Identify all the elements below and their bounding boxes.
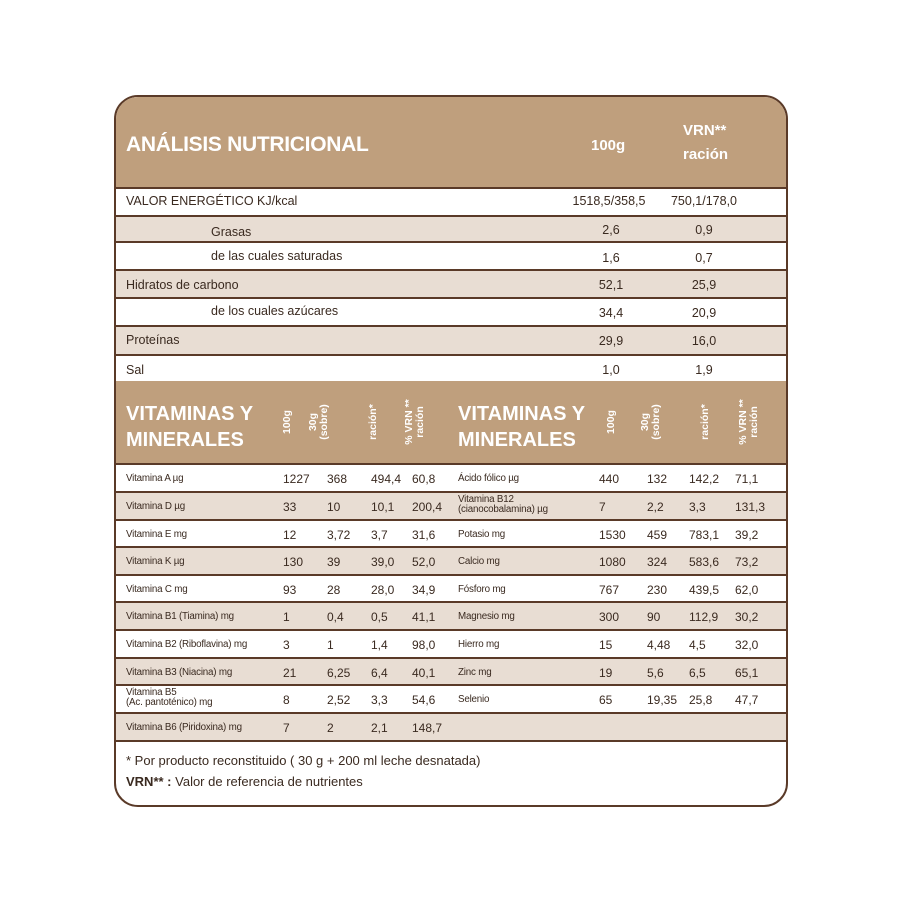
vitamins-title-line2: MINERALES bbox=[458, 429, 576, 451]
value-vrn: 30,2 bbox=[735, 610, 759, 624]
value-100g: 1518,5/358,5 bbox=[572, 194, 646, 208]
vitamin-row bbox=[116, 519, 786, 546]
vitamin-row bbox=[116, 712, 786, 740]
value-racion: 112,9 bbox=[689, 610, 719, 624]
value-100g: 3 bbox=[283, 638, 290, 652]
item-name: Vitamina B6 (Piridoxina) mg bbox=[126, 722, 242, 733]
item-name: Vitamina A µg bbox=[126, 473, 184, 484]
item-name-sub: (Ac. pantoténico) mg bbox=[126, 697, 213, 708]
item-name: Vitamina B1 (Tiamina) mg bbox=[126, 611, 234, 622]
nutrition-row bbox=[116, 269, 786, 297]
value-vrn: 54,6 bbox=[412, 693, 436, 707]
value-100g: 29,9 bbox=[598, 334, 624, 348]
nutrition-panel bbox=[114, 95, 788, 807]
value-30g: 5,6 bbox=[647, 666, 664, 680]
item-name: Vitamina K µg bbox=[126, 556, 185, 567]
value-30g: 2,2 bbox=[647, 500, 664, 514]
value-racion: 3,3 bbox=[371, 693, 388, 707]
value-racion: 0,5 bbox=[371, 610, 388, 624]
vitamin-row bbox=[116, 629, 786, 657]
value-vrn: 47,7 bbox=[735, 693, 759, 707]
value-100g: 1530 bbox=[599, 528, 626, 542]
row-label: de los cuales azúcares bbox=[211, 304, 339, 318]
value-vrn: 750,1/178,0 bbox=[670, 194, 738, 208]
value-100g: 8 bbox=[283, 693, 290, 707]
value-vrn: 20,9 bbox=[691, 306, 717, 320]
value-30g: 459 bbox=[647, 528, 668, 542]
vitamins-header bbox=[116, 381, 786, 463]
value-vrn: 65,1 bbox=[735, 666, 759, 680]
col-30g-label: 30g (sobre) bbox=[639, 404, 662, 440]
vitamins-title-line1: VITAMINAS Y bbox=[126, 403, 254, 425]
item-name: Vitamina D µg bbox=[126, 501, 185, 512]
row-label: Proteínas bbox=[126, 333, 180, 347]
value-racion: 25,8 bbox=[689, 693, 713, 707]
vitamin-row bbox=[116, 574, 786, 601]
value-100g: 33 bbox=[283, 500, 297, 514]
value-100g: 19 bbox=[599, 666, 613, 680]
value-racion: 2,1 bbox=[371, 721, 388, 735]
col-vrn-label: % VRN ** ración bbox=[403, 399, 426, 445]
nutrition-row bbox=[116, 354, 786, 383]
item-name: Magnesio mg bbox=[458, 611, 515, 622]
value-racion: 6,4 bbox=[371, 666, 388, 680]
value-racion: 1,4 bbox=[371, 638, 388, 652]
item-name: Selenio bbox=[458, 694, 490, 705]
col-vrn-header-sub: ración bbox=[683, 146, 729, 163]
value-vrn: 60,8 bbox=[412, 472, 436, 486]
value-vrn: 39,2 bbox=[735, 528, 759, 542]
value-100g: 2,6 bbox=[602, 223, 620, 237]
value-racion: 6,5 bbox=[689, 666, 706, 680]
nutrition-row bbox=[116, 241, 786, 269]
col-racion-label: ración* bbox=[367, 404, 379, 440]
value-racion: 583,6 bbox=[689, 555, 720, 569]
value-vrn: 52,0 bbox=[412, 555, 436, 569]
item-name: Vitamina C mg bbox=[126, 584, 188, 595]
value-vrn: 16,0 bbox=[691, 334, 717, 348]
value-vrn: 40,1 bbox=[412, 666, 436, 680]
row-label: Hidratos de carbono bbox=[126, 278, 239, 292]
col-vrn-label: % VRN ** ración bbox=[737, 399, 760, 445]
value-vrn: 148,7 bbox=[412, 721, 443, 735]
value-100g: 1080 bbox=[599, 555, 626, 569]
value-racion: 494,4 bbox=[371, 472, 402, 486]
value-100g: 65 bbox=[599, 693, 613, 707]
nutrition-title: ANÁLISIS NUTRICIONAL bbox=[126, 133, 369, 156]
value-100g: 1227 bbox=[283, 472, 310, 486]
value-racion: 39,0 bbox=[371, 555, 395, 569]
row-label: VALOR ENERGÉTICO KJ/kcal bbox=[126, 194, 298, 208]
value-vrn: 73,2 bbox=[735, 555, 759, 569]
value-30g: 10 bbox=[327, 500, 341, 514]
col-vrn-header: VRN** bbox=[683, 122, 727, 139]
value-vrn: 1,9 bbox=[695, 363, 713, 377]
item-name: Vitamina B5 bbox=[126, 687, 177, 698]
value-30g: 39 bbox=[327, 555, 341, 569]
value-100g: 34,4 bbox=[598, 306, 624, 320]
value-100g: 300 bbox=[599, 610, 620, 624]
value-100g: 440 bbox=[599, 472, 620, 486]
vitamins-title-line2: MINERALES bbox=[126, 429, 244, 451]
value-racion: 3,7 bbox=[371, 528, 388, 542]
vitamins-title-left bbox=[126, 401, 276, 453]
item-name-sub: (cianocobalamina) µg bbox=[458, 504, 548, 515]
value-vrn: 131,3 bbox=[735, 500, 766, 514]
vitamins-title-line1: VITAMINAS Y bbox=[458, 403, 586, 425]
value-30g: 28 bbox=[327, 583, 341, 597]
col-100g-label: 100g bbox=[281, 410, 293, 434]
vitamin-row bbox=[116, 601, 786, 629]
value-30g: 324 bbox=[647, 555, 668, 569]
row-label: de las cuales saturadas bbox=[211, 249, 343, 263]
value-30g: 2 bbox=[327, 721, 334, 735]
value-30g: 1 bbox=[327, 638, 334, 652]
nutrition-row bbox=[116, 325, 786, 354]
value-30g: 3,72 bbox=[327, 528, 351, 542]
row-label: Sal bbox=[126, 363, 145, 377]
value-vrn: 62,0 bbox=[735, 583, 759, 597]
item-name: Vitamina E mg bbox=[126, 529, 187, 540]
vitamin-row bbox=[116, 463, 786, 491]
value-100g: 767 bbox=[599, 583, 620, 597]
item-name: Hierro mg bbox=[458, 639, 500, 650]
nutrition-row bbox=[116, 187, 786, 215]
item-name: Vitamina B12 bbox=[458, 494, 514, 505]
value-racion: 28,0 bbox=[371, 583, 395, 597]
value-30g: 4,48 bbox=[647, 638, 671, 652]
vitamin-row bbox=[116, 546, 786, 574]
value-100g: 7 bbox=[283, 721, 290, 735]
row-label: Grasas bbox=[211, 225, 252, 239]
footnote-serving: * Por producto reconstituido ( 30 g + 200 ml leche desnatada) bbox=[126, 753, 481, 768]
col-100g-header: 100g bbox=[591, 137, 626, 154]
value-racion: 783,1 bbox=[689, 528, 720, 542]
value-100g: 7 bbox=[599, 500, 606, 514]
nutrition-row bbox=[116, 215, 786, 241]
vitamin-row bbox=[116, 491, 786, 519]
table-bottom-divider bbox=[116, 740, 786, 742]
value-100g: 130 bbox=[283, 555, 304, 569]
col-racion-label: ración* bbox=[699, 404, 711, 440]
value-100g: 15 bbox=[599, 638, 613, 652]
nutrition-row bbox=[116, 297, 786, 325]
col-100g-label: 100g bbox=[605, 410, 617, 434]
value-100g: 93 bbox=[283, 583, 297, 597]
item-name: Fósforo mg bbox=[458, 584, 506, 595]
value-30g: 230 bbox=[647, 583, 668, 597]
value-vrn: 0,9 bbox=[695, 223, 713, 237]
value-100g: 12 bbox=[283, 528, 297, 542]
col-30g-label: 30g (sobre) bbox=[307, 404, 330, 440]
value-racion: 10,1 bbox=[371, 500, 395, 514]
value-100g: 1,6 bbox=[602, 251, 620, 265]
value-30g: 6,25 bbox=[327, 666, 351, 680]
value-30g: 90 bbox=[647, 610, 661, 624]
value-vrn: 25,9 bbox=[691, 278, 717, 292]
value-racion: 4,5 bbox=[689, 638, 706, 652]
value-30g: 2,52 bbox=[327, 693, 351, 707]
vitamin-row bbox=[116, 657, 786, 684]
value-vrn: 0,7 bbox=[695, 251, 713, 265]
value-100g: 1 bbox=[283, 610, 290, 624]
value-racion: 3,3 bbox=[689, 500, 706, 514]
value-vrn: 34,9 bbox=[412, 583, 436, 597]
vitamins-title-right bbox=[458, 401, 608, 453]
value-30g: 368 bbox=[327, 472, 348, 486]
item-name: Ácido fólico µg bbox=[458, 473, 519, 484]
value-vrn: 32,0 bbox=[735, 638, 759, 652]
value-vrn: 31,6 bbox=[412, 528, 436, 542]
value-30g: 0,4 bbox=[327, 610, 344, 624]
value-racion: 439,5 bbox=[689, 583, 720, 597]
item-name: Potasio mg bbox=[458, 529, 506, 540]
value-vrn: 98,0 bbox=[412, 638, 436, 652]
item-name: Vitamina B2 (Riboflavina) mg bbox=[126, 639, 248, 650]
value-30g: 19,35 bbox=[647, 693, 678, 707]
nutrition-header bbox=[116, 97, 786, 187]
value-racion: 142,2 bbox=[689, 472, 720, 486]
value-30g: 132 bbox=[647, 472, 668, 486]
value-vrn: 71,1 bbox=[735, 472, 759, 486]
item-name: Vitamina B3 (Niacina) mg bbox=[126, 667, 233, 678]
value-vrn: 41,1 bbox=[412, 610, 436, 624]
item-name: Zinc mg bbox=[458, 667, 492, 678]
footnote-vrn: VRN** : Valor de referencia de nutrientes bbox=[126, 774, 363, 789]
vitamin-row bbox=[116, 684, 786, 712]
item-name: Calcio mg bbox=[458, 556, 500, 567]
value-100g: 21 bbox=[283, 666, 297, 680]
value-vrn: 200,4 bbox=[412, 500, 443, 514]
value-100g: 52,1 bbox=[598, 278, 624, 292]
value-100g: 1,0 bbox=[602, 363, 620, 377]
